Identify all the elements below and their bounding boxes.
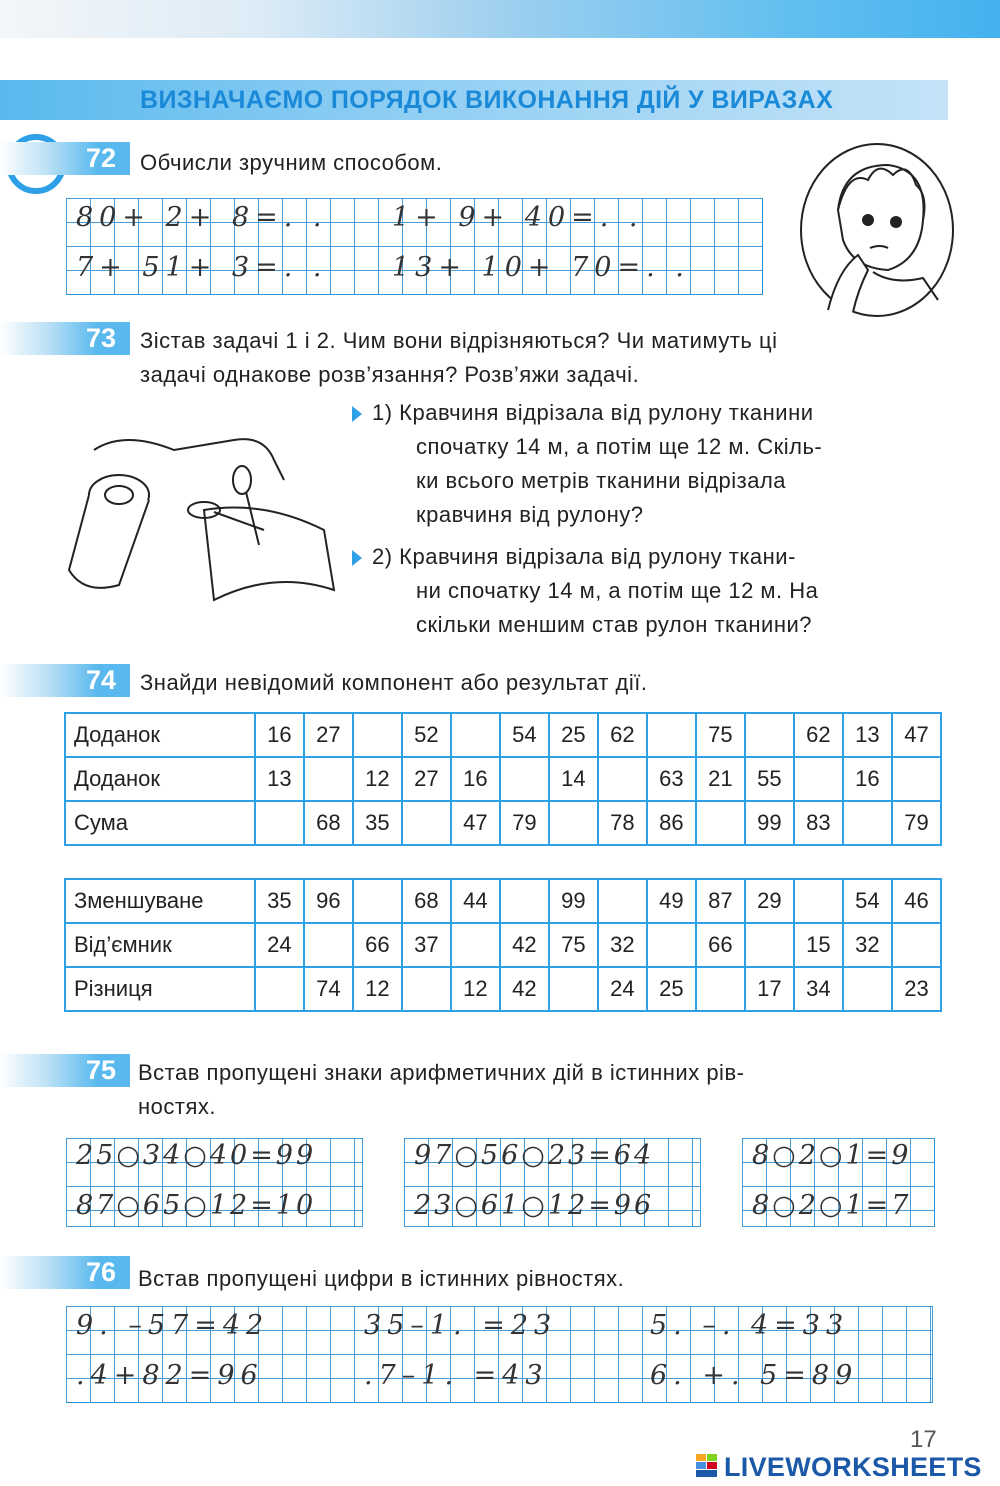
addition-table bbox=[64, 712, 942, 846]
table-cell[interactable]: 23 bbox=[892, 967, 941, 1011]
subtraction-table bbox=[64, 878, 942, 1012]
table-cell[interactable] bbox=[500, 879, 549, 923]
table-cell[interactable]: 25 bbox=[549, 713, 598, 757]
task-72-question: Обчисли зручним способом. bbox=[140, 150, 443, 175]
task-73-question-line1: Зістав задачі 1 і 2. Чим вони відрізняються? Чи матимуть ці bbox=[140, 328, 778, 353]
expression[interactable]: 35–1. =23 bbox=[364, 1310, 558, 1341]
table-cell[interactable]: 15 bbox=[794, 923, 843, 967]
liveworksheets-logo-icon bbox=[696, 1454, 718, 1478]
table-cell[interactable]: 87 bbox=[696, 879, 745, 923]
table-cell[interactable]: 24 bbox=[598, 967, 647, 1011]
table-cell[interactable]: 24 bbox=[255, 923, 304, 967]
table-cell[interactable]: 13 bbox=[843, 713, 892, 757]
table-cell[interactable]: 46 bbox=[892, 879, 941, 923]
table-cell[interactable] bbox=[794, 757, 843, 801]
table-cell[interactable]: 62 bbox=[794, 713, 843, 757]
table-cell[interactable]: 96 bbox=[304, 879, 353, 923]
table-cell[interactable]: 66 bbox=[696, 923, 745, 967]
expression: 80+ 2+ 8=. . bbox=[76, 202, 328, 233]
table-cell[interactable] bbox=[598, 757, 647, 801]
table-cell[interactable] bbox=[892, 923, 941, 967]
table-cell[interactable]: 74 bbox=[304, 967, 353, 1011]
row-label: Зменшуване bbox=[65, 879, 255, 923]
table-cell[interactable]: 63 bbox=[647, 757, 696, 801]
table-cell[interactable]: 44 bbox=[451, 879, 500, 923]
table-row bbox=[65, 757, 941, 801]
table-cell[interactable]: 68 bbox=[304, 801, 353, 845]
expression: 7+ 51+ 3=. . bbox=[76, 252, 328, 283]
expression: 13+ 10+ 70=. . bbox=[392, 252, 690, 283]
table-cell[interactable] bbox=[549, 801, 598, 845]
table-cell[interactable]: 32 bbox=[843, 923, 892, 967]
table-cell[interactable] bbox=[304, 923, 353, 967]
table-cell[interactable]: 27 bbox=[402, 757, 451, 801]
table-cell[interactable]: 62 bbox=[598, 713, 647, 757]
table-cell[interactable]: 99 bbox=[745, 801, 794, 845]
table-cell[interactable]: 83 bbox=[794, 801, 843, 845]
table-cell[interactable]: 37 bbox=[402, 923, 451, 967]
table-cell[interactable] bbox=[843, 967, 892, 1011]
task-number-72: 72 bbox=[0, 142, 130, 175]
table-cell[interactable]: 75 bbox=[549, 923, 598, 967]
table-cell[interactable]: 16 bbox=[255, 713, 304, 757]
row-label: Від’ємник bbox=[65, 923, 255, 967]
table-row bbox=[65, 923, 941, 967]
table-cell[interactable]: 32 bbox=[598, 923, 647, 967]
table-cell[interactable] bbox=[255, 967, 304, 1011]
task-number-74: 74 bbox=[0, 664, 130, 697]
table-cell[interactable]: 52 bbox=[402, 713, 451, 757]
table-cell[interactable]: 17 bbox=[745, 967, 794, 1011]
table-cell[interactable] bbox=[500, 757, 549, 801]
table-cell[interactable]: 99 bbox=[549, 879, 598, 923]
table-cell[interactable]: 75 bbox=[696, 713, 745, 757]
table-cell[interactable]: 34 bbox=[794, 967, 843, 1011]
expression: 1+ 9+ 40=. . bbox=[392, 202, 644, 233]
table-cell[interactable]: 21 bbox=[696, 757, 745, 801]
expression[interactable]: .7–1. =43 bbox=[364, 1360, 549, 1391]
table-cell[interactable]: 12 bbox=[451, 967, 500, 1011]
table-cell[interactable] bbox=[794, 879, 843, 923]
table-cell[interactable]: 86 bbox=[647, 801, 696, 845]
table-cell[interactable]: 66 bbox=[353, 923, 402, 967]
table-row bbox=[65, 801, 941, 845]
table-cell[interactable] bbox=[402, 801, 451, 845]
section-title: ВИЗНАЧАЄМО ПОРЯДОК ВИКОНАННЯ ДІЙ У ВИРАЗАХ bbox=[140, 86, 834, 114]
table-cell[interactable]: 14 bbox=[549, 757, 598, 801]
table-cell[interactable]: 16 bbox=[843, 757, 892, 801]
thinking-boy-illustration bbox=[798, 140, 956, 320]
table-row bbox=[65, 967, 941, 1011]
table-cell[interactable] bbox=[647, 923, 696, 967]
table-cell[interactable]: 35 bbox=[353, 801, 402, 845]
page-number: 17 bbox=[910, 1426, 937, 1453]
table-cell[interactable] bbox=[353, 713, 402, 757]
row-label: Доданок bbox=[65, 713, 255, 757]
row-label: Різниця bbox=[65, 967, 255, 1011]
expression[interactable]: 97○56○23=64 bbox=[414, 1140, 655, 1171]
table-cell[interactable] bbox=[451, 713, 500, 757]
expression[interactable]: 23○61○12=96 bbox=[414, 1190, 655, 1221]
task-73-problem-1: 1) Кравчиня відрізала від рулону тканини спочатку 14 м, а потім ще 12 м. Скіль- ки всього метрів тканини відрізала кравчиня від рулону? bbox=[352, 396, 822, 532]
expression[interactable]: 8○2○1=9 bbox=[752, 1140, 912, 1171]
table-cell[interactable]: 47 bbox=[892, 713, 941, 757]
table-cell[interactable]: 13 bbox=[255, 757, 304, 801]
table-cell[interactable] bbox=[745, 713, 794, 757]
table-cell[interactable]: 54 bbox=[500, 713, 549, 757]
task-number-73: 73 bbox=[0, 322, 130, 355]
liveworksheets-watermark: LIVEWORKSHEETS bbox=[724, 1452, 982, 1482]
top-banner bbox=[0, 0, 1000, 38]
table-cell[interactable]: 16 bbox=[451, 757, 500, 801]
table-cell[interactable]: 12 bbox=[353, 757, 402, 801]
expression[interactable]: 25○34○40=99 bbox=[76, 1140, 317, 1171]
table-cell[interactable]: 79 bbox=[892, 801, 941, 845]
table-cell[interactable] bbox=[304, 757, 353, 801]
table-row bbox=[65, 879, 941, 923]
task-75-question-line1: Встав пропущені знаки арифметичних дій в істинних рів- bbox=[138, 1060, 745, 1085]
table-cell[interactable]: 55 bbox=[745, 757, 794, 801]
table-cell[interactable] bbox=[451, 923, 500, 967]
table-cell[interactable] bbox=[892, 757, 941, 801]
table-cell[interactable]: 68 bbox=[402, 879, 451, 923]
table-cell[interactable]: 42 bbox=[500, 923, 549, 967]
table-cell[interactable]: 78 bbox=[598, 801, 647, 845]
expression[interactable]: 8○2○1=7 bbox=[752, 1190, 912, 1221]
expression[interactable]: 9. –57=42 bbox=[76, 1310, 270, 1341]
task-number-75: 75 bbox=[0, 1054, 130, 1087]
table-cell[interactable] bbox=[353, 879, 402, 923]
task-74-question: Знайди невідомий компонент або результат дії. bbox=[140, 670, 648, 695]
table-cell[interactable] bbox=[402, 967, 451, 1011]
table-cell[interactable]: 42 bbox=[500, 967, 549, 1011]
table-cell[interactable] bbox=[255, 801, 304, 845]
table-cell[interactable]: 35 bbox=[255, 879, 304, 923]
table-cell[interactable]: 79 bbox=[500, 801, 549, 845]
task-number-76: 76 bbox=[0, 1256, 130, 1289]
table-row bbox=[65, 713, 941, 757]
table-cell[interactable] bbox=[696, 967, 745, 1011]
expression[interactable]: 87○65○12=10 bbox=[76, 1190, 317, 1221]
expression[interactable]: .4+82=96 bbox=[76, 1360, 264, 1391]
table-cell[interactable] bbox=[745, 923, 794, 967]
table-cell[interactable]: 27 bbox=[304, 713, 353, 757]
task-76-question: Встав пропущені цифри в істинних рівностях. bbox=[138, 1266, 625, 1291]
task-75-question-line2: ностях. bbox=[138, 1094, 216, 1119]
bullet-icon bbox=[352, 406, 362, 422]
table-cell[interactable]: 12 bbox=[353, 967, 402, 1011]
expression[interactable]: 5. –. 4=33 bbox=[650, 1310, 850, 1341]
table-cell[interactable]: 49 bbox=[647, 879, 696, 923]
table-cell[interactable] bbox=[843, 801, 892, 845]
table-cell[interactable]: 47 bbox=[451, 801, 500, 845]
fabric-roll-scissors-illustration bbox=[64, 420, 344, 620]
table-cell[interactable] bbox=[598, 879, 647, 923]
table-cell[interactable] bbox=[696, 801, 745, 845]
task-73-problem-2: 2) Кравчиня відрізала від рулону ткани- ни спочатку 14 м, а потім ще 12 м. На скільки меншим став рулон тканини? bbox=[352, 540, 818, 642]
task-73-question-line2: задачі однакове розв’язання? Розв’яжи задачі. bbox=[140, 362, 640, 387]
bullet-icon bbox=[352, 550, 362, 566]
table-cell[interactable] bbox=[549, 967, 598, 1011]
table-cell[interactable]: 54 bbox=[843, 879, 892, 923]
row-label: Доданок bbox=[65, 757, 255, 801]
expression[interactable]: 6. +. 5=89 bbox=[650, 1360, 859, 1391]
row-label: Сума bbox=[65, 801, 255, 845]
table-cell[interactable]: 29 bbox=[745, 879, 794, 923]
table-cell[interactable] bbox=[647, 713, 696, 757]
table-cell[interactable]: 25 bbox=[647, 967, 696, 1011]
